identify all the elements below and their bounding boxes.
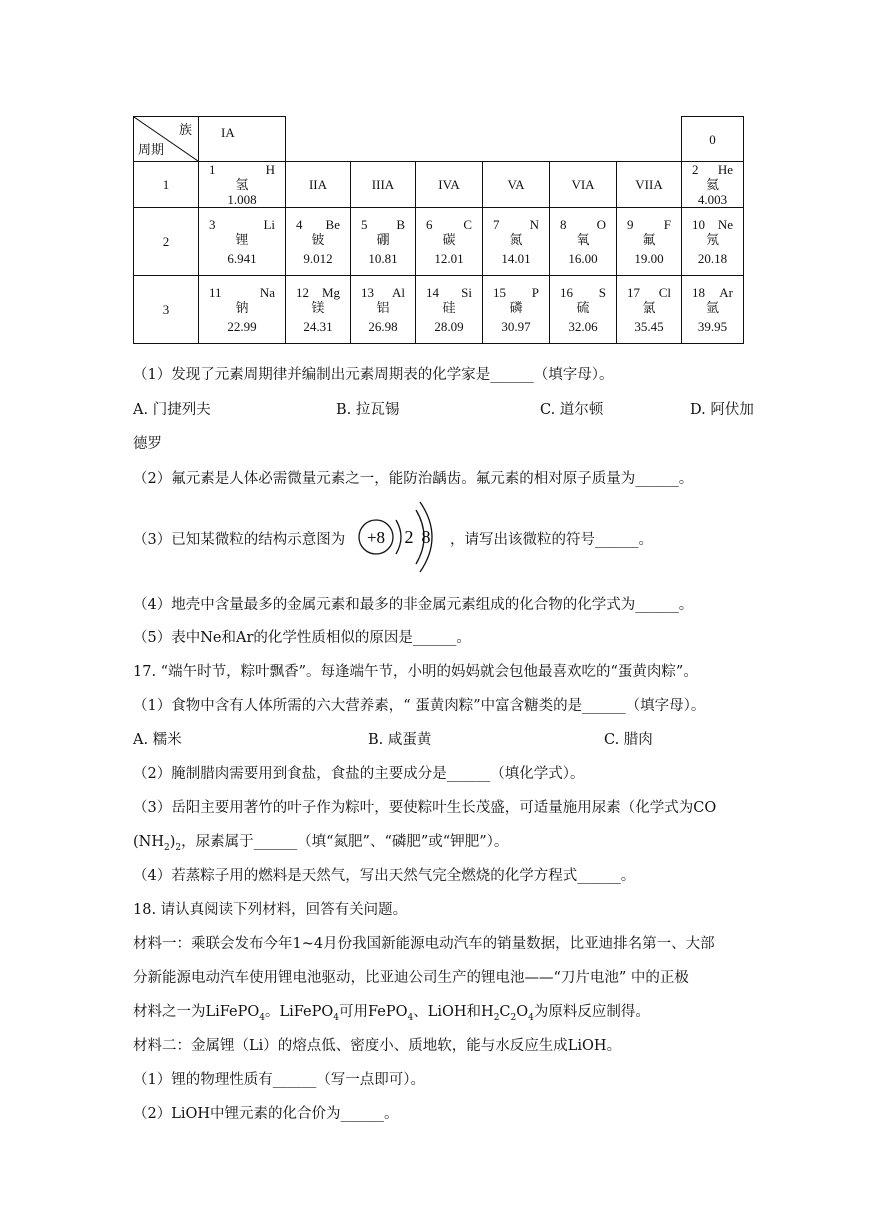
element-cell: 1 H 氢 1.008 [199, 162, 286, 208]
q16-option-a: A. 门捷列夫 [133, 402, 211, 418]
period-label: 2 [134, 208, 199, 276]
element-cell-na: 11 Na 钠 22.99 [199, 276, 286, 344]
corner-period-label: 周期 [138, 142, 165, 157]
q17-part4: （4）若蒸粽子用的燃料是天然气，写出天然气完全燃烧的化学方程式______。 [133, 868, 636, 884]
element-cell-f: 9 F 氟 19.00 [617, 208, 682, 276]
q18-material2: 材料二：金属锂（Li）的熔点低、密度小、质地软，能与水反应生成LiOH。 [133, 1038, 622, 1054]
q16-part3-a: （3）已知某微粒的结构示意图为 [133, 532, 346, 548]
group-header: VA [483, 162, 550, 208]
q16-part3-b: ，请写出该微粒的符号______。 [450, 532, 653, 548]
q18-part2: （2）LiOH中锂元素的化合价为______。 [133, 1106, 399, 1122]
atom-structure-diagram [356, 500, 446, 580]
element-cell-p: 15 P 磷 30.97 [483, 276, 550, 344]
group-header: IIIA [351, 162, 416, 208]
q18-stem: 18. 请认真阅读下列材料，回答有关问题。 [133, 902, 408, 918]
q18-material1-c: 材料之一为LiFePO$_4$。LiFePO$_4$可用FePO$_4$、LiOH和$H_2C_2O_4$为原料反应制得。 [133, 1004, 650, 1023]
q18-material1-b: 分新能源电动汽车使用锂电池驱动，比亚迪公司生产的锂电池——“刀片电池” 中的正极 [133, 970, 689, 986]
period-label: 1 [134, 162, 199, 208]
element-cell-s: 16 S 硫 32.06 [550, 276, 617, 344]
group-header: VIIA [617, 162, 682, 208]
group-1-header: IA [199, 117, 286, 162]
q18-part1: （1）锂的物理性质有______（写一点即可）。 [133, 1072, 425, 1088]
group-header: VIA [550, 162, 617, 208]
group-header: IIA [286, 162, 351, 208]
element-cell-ne: 10 Ne 氖 20.18 [682, 208, 744, 276]
group-header: IVA [416, 162, 483, 208]
q17-stem: 17. “端午时节，粽叶飘香”。每逢端午节，小明的妈妈就会包他最喜欢吃的“蛋黄肉粽”。 [133, 664, 698, 680]
element-cell-be: 4 Be 铍 9.012 [286, 208, 351, 276]
q16-part4: （4）地壳中含量最多的金属元素和最多的非金属元素组成的化合物的化学式为______。 [133, 597, 694, 613]
q16-part5: （5）表中Ne和Ar的化学性质相似的原因是______。 [133, 630, 471, 646]
q16-part2: （2）氟元素是人体必需微量元素之一，能防治龋齿。氟元素的相对原子质量为______。 [133, 471, 694, 487]
element-cell-cl: 17 Cl 氯 35.45 [617, 276, 682, 344]
table-corner [134, 117, 199, 162]
q17-option-c: C. 腊肉 [604, 732, 653, 748]
periodic-table [133, 116, 744, 344]
q17-part3-a: （3）岳阳主要用著竹的叶子作为粽叶，要使粽叶生长茂盛，可适量施用尿素（化学式为CO [133, 800, 717, 816]
element-cell: 2 He 氦 4.003 [682, 162, 744, 208]
element-cell-al: 13 Al 铝 26.98 [351, 276, 416, 344]
q18-material1-a: 材料一：乘联会发布今年1~4月份我国新能源电动汽车的销量数据，比亚迪排名第一、大部 [133, 936, 715, 952]
q16-option-c: C. 道尔顿 [540, 402, 604, 418]
element-cell-c: 6 C 碳 12.01 [416, 208, 483, 276]
q16-option-d-cont: 德罗 [133, 436, 162, 452]
element-cell-ar: 18 Ar 氩 39.95 [682, 276, 744, 344]
element-cell-o: 8 O 氧 16.00 [550, 208, 617, 276]
element-cell-li: 3 Li 锂 6.941 [199, 208, 286, 276]
q17-part1: （1）食物中含有人体所需的六大营养素，“ 蛋黄肉粽”中富含糖类的是______（填字母）。 [133, 698, 706, 714]
q17-part2: （2）腌制腊肉需要用到食盐，食盐的主要成分是______（填化学式）。 [133, 766, 585, 782]
corner-group-label: 族 [178, 122, 192, 137]
q17-part3-b: $(NH_2)_2$，尿素属于______（填“氮肥”、“磷肥”或“钾肥”）。 [133, 834, 509, 853]
q16-part1: （1）发现了元素周期律并编制出元素周期表的化学家是______（填字母）。 [133, 367, 614, 383]
q16-option-b: B. 拉瓦锡 [336, 402, 400, 418]
period-label: 3 [134, 276, 199, 344]
element-cell-si: 14 Si 硅 28.09 [416, 276, 483, 344]
q16-option-d: D. 阿伏加 [690, 402, 754, 418]
shell-1-electrons: 2 [404, 527, 414, 547]
shell-2-electrons: 8 [421, 527, 431, 547]
q17-option-a: A. 糯米 [133, 732, 182, 748]
element-cell-b: 5 B 硼 10.81 [351, 208, 416, 276]
group-0-header: 0 [682, 117, 744, 162]
element-cell-n: 7 N 氮 14.01 [483, 208, 550, 276]
q17-option-b: B. 咸蛋黄 [368, 732, 432, 748]
element-cell-mg: 12 Mg 镁 24.31 [286, 276, 351, 344]
nucleus-charge: +8 [366, 528, 386, 547]
